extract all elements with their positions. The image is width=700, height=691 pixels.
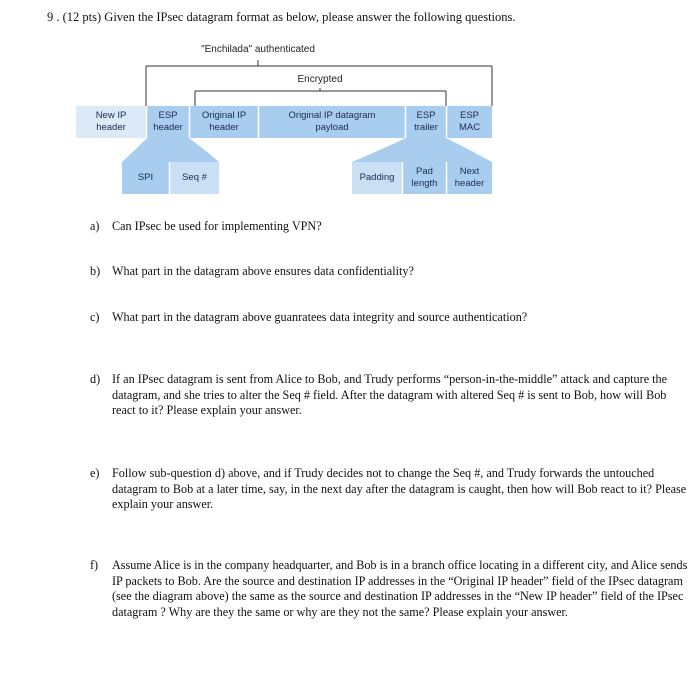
subquestion-a xyxy=(90,219,690,235)
subquestion-letter: b) xyxy=(90,264,101,278)
padding-label: Padding xyxy=(359,172,395,183)
pad-length-label: Pad length xyxy=(411,166,438,189)
subquestion-text: What part in the datagram above ensures data confidentiality? xyxy=(112,264,414,278)
subquestion-c xyxy=(90,310,690,326)
next-header-label: Next header xyxy=(454,166,485,189)
new-ip-header-label: New IP header xyxy=(95,110,127,133)
subquestion-letter: d) xyxy=(90,372,101,386)
subquestion-e xyxy=(90,466,690,513)
authenticated-label: "Enchilada" authenticated xyxy=(201,44,315,55)
subquestion-letter: c) xyxy=(90,310,100,324)
subquestion-text: Follow sub-question d) above, and if Trudy decides not to change the Seq #, and Trudy forwards the untouched datagram to Bob at a later time, say, in the next day after the datagram is caught, then how will Bob react to it? Please explain your answer. xyxy=(112,466,687,511)
subquestion-text: Can IPsec be used for implementing VPN? xyxy=(112,219,322,233)
ipsec-datagram-diagram xyxy=(0,0,700,200)
subquestion-letter: e) xyxy=(90,466,100,480)
question-title: 9 . (12 pts) Given the IPsec datagram format as below, please answer the following questions. xyxy=(47,10,516,24)
subquestion-f xyxy=(90,558,690,620)
esp-trailer-expansion xyxy=(352,138,492,162)
diagram-shapes xyxy=(0,0,700,200)
subquestion-text: What part in the datagram above guanratees data integrity and source authentication? xyxy=(112,310,528,324)
original-ip-header-label: Original IP header xyxy=(201,110,247,133)
seq-label: Seq # xyxy=(182,172,207,183)
subquestion-text: If an IPsec datagram is sent from Alice to Bob, and Trudy performs “person-in-the-middle” attack and capture the datagram, and she tries to alter the Seq # field. After the datagram with altered Seq # is sent to Bob, how will Bob react to it? Please explain your answer. xyxy=(112,372,668,417)
subquestion-d xyxy=(90,372,690,419)
encrypted-bracket xyxy=(195,88,446,106)
subquestion-b xyxy=(90,264,690,280)
esp-header-label: ESP header xyxy=(153,110,183,133)
subquestion-text: Assume Alice is in the company headquarter, and Bob is in a branch office locating in a different city, and Alice sends IP packets to Bob. Are the source and destination IP addresses in the “Original IP header” field of the IPsec datagram (see the diagram above) the same as the source and destination IP addresses in the “New IP header” field of the IPsec datagram ? Why are they the same or why are they not the same? Please explain your answer. xyxy=(112,558,688,619)
original-payload-label: Original IP datagram payload xyxy=(288,110,376,133)
spi-label: SPI xyxy=(137,172,154,183)
esp-mac-label: ESP MAC xyxy=(458,110,481,133)
subquestion-letter: f) xyxy=(90,558,99,572)
encrypted-label: Encrypted xyxy=(297,74,343,85)
esp-trailer-label: ESP trailer xyxy=(414,110,438,133)
subquestion-letter: a) xyxy=(90,219,100,233)
esp-header-expansion xyxy=(122,138,219,162)
